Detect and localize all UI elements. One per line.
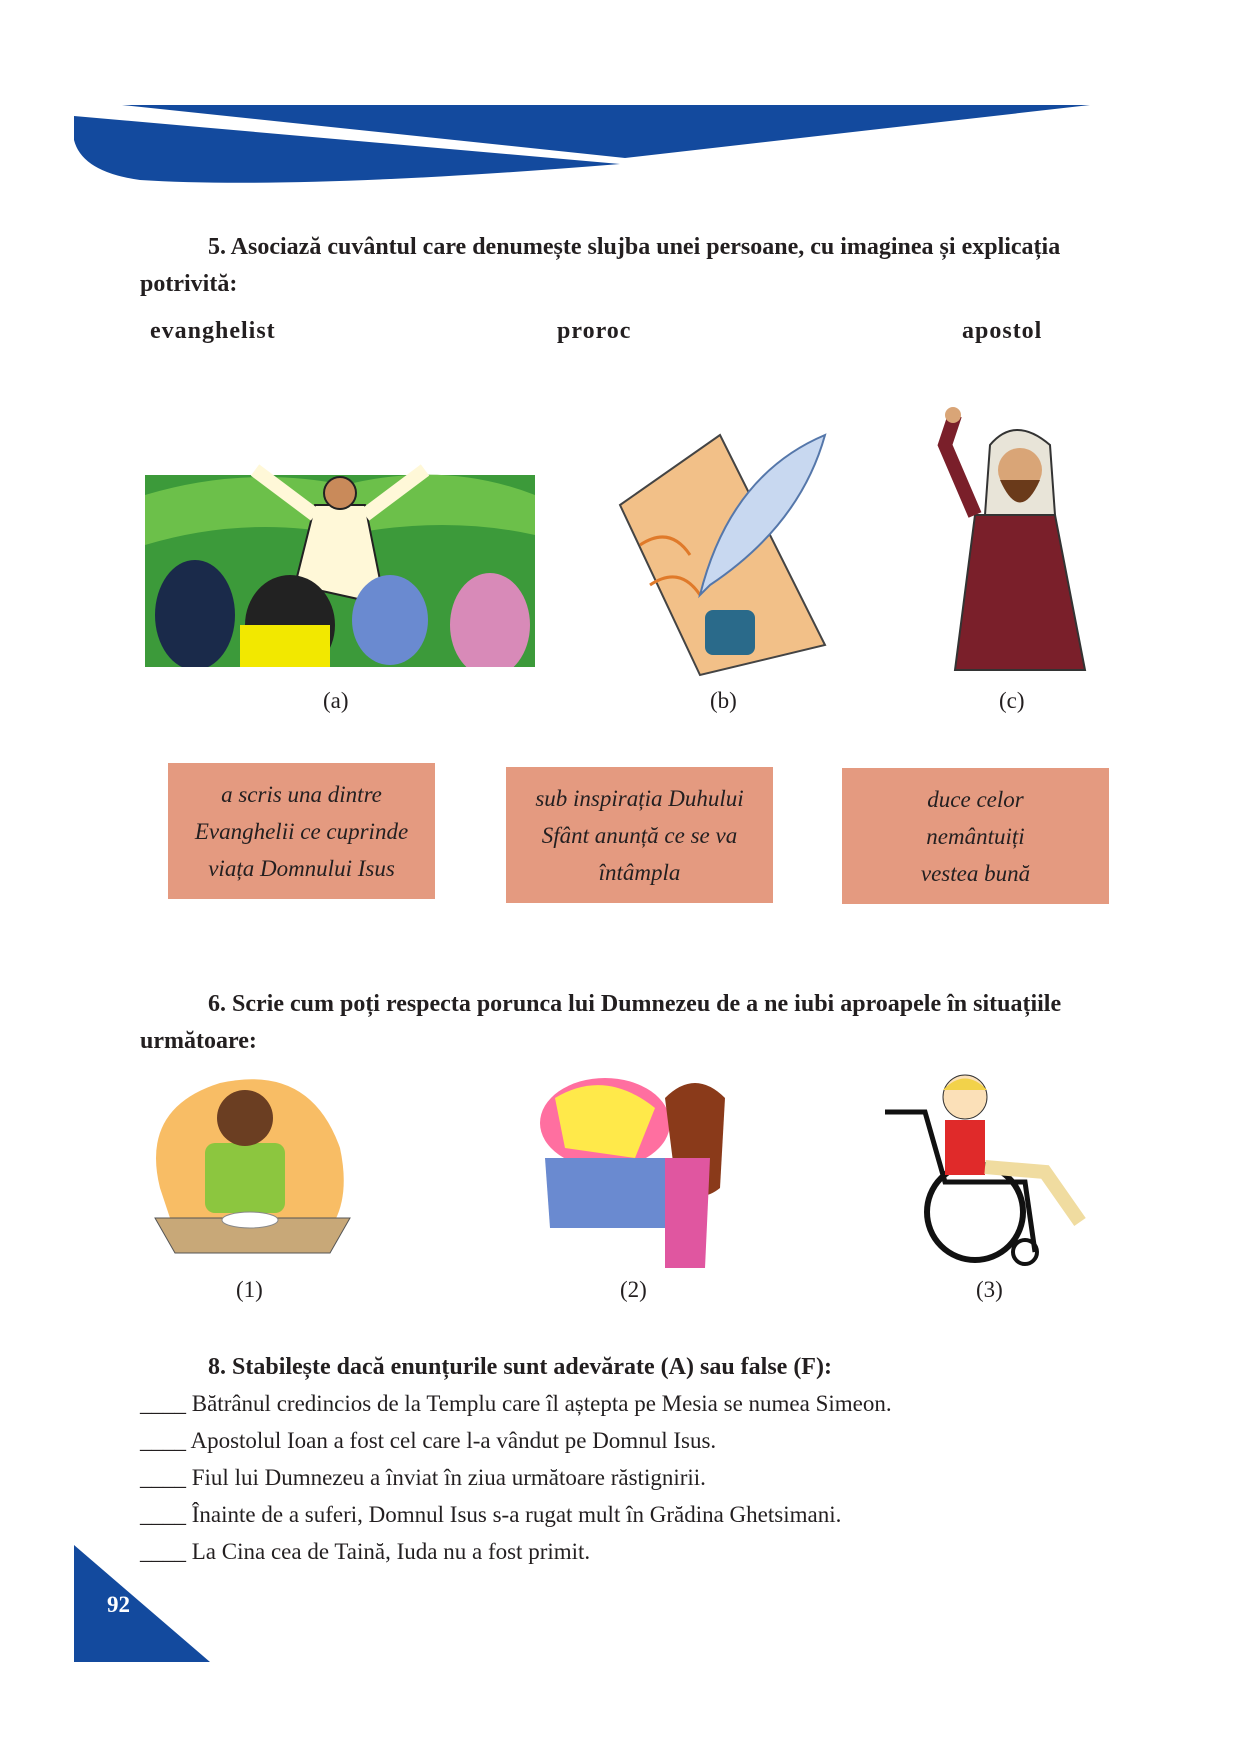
image-quill-paper [610,415,835,680]
q6-text: 6. Scrie cum poți respecta porunca lui Dumnezeu de a ne iubi aproapele în situațiile [208,991,1062,1017]
label-1: (1) [236,1277,263,1302]
statement-text: Înainte de a suferi, Domnul Isus s-a rugat mult în Grădina Ghetsimani. [191,1502,842,1527]
box-line: Evanghelii ce cuprinde [194,818,409,844]
image-hungry-child [140,1068,360,1268]
answer-blank[interactable]: ____ [140,1391,186,1416]
q6-text-cont: următoare: [140,1028,257,1054]
image-wheelchair-child [885,1072,1095,1267]
statement-2 [140,1428,716,1454]
box-line: viața Domnului Isus [208,855,395,881]
image-donating-clothes [535,1068,735,1273]
box-line: a scris una dintre [221,781,382,807]
header-banner [0,0,1240,200]
statement-text: Apostolul Ioan a fost cel care l-a vândut pe Domnul Isus. [190,1428,717,1453]
q8-title: 8. Stabilește dacă enunțurile sunt adevărate (A) sau false (F): [208,1354,832,1380]
q5-text: 5. Asociază cuvântul care denumește slujba unei persoane, cu imaginea și explicația [208,234,1061,260]
page-corner [74,1545,214,1665]
statement-3 [140,1465,706,1491]
statement-4 [140,1502,841,1528]
page-number: 92 [107,1592,130,1617]
box-line: vestea bună [920,860,1031,886]
word-evanghelist: evanghelist [150,318,276,344]
answer-blank[interactable]: ____ [140,1465,186,1490]
q5-text-cont: potrivită: [140,271,238,297]
label-a: (a) [323,688,349,713]
answer-blank[interactable]: ____ [140,1502,186,1527]
box-line: duce celor [927,786,1024,812]
label-b: (b) [710,688,737,713]
explanation-box-3 [842,768,1109,904]
statement-1 [140,1391,892,1417]
explanation-box-2 [506,767,773,903]
image-apostle-figure [935,405,1090,675]
word-apostol: apostol [962,318,1043,344]
label-3: (3) [976,1277,1003,1302]
statement-text: Fiul lui Dumnezeu a înviat în ziua următoare răstignirii. [191,1465,706,1490]
box-line: Sfânt anunță ce se va [541,822,738,848]
label-c: (c) [999,688,1025,713]
label-2: (2) [620,1277,647,1302]
explanation-box-1 [168,763,435,899]
image-preaching-crowd [145,455,535,667]
box-line: întâmpla [598,859,681,885]
answer-blank[interactable]: ____ [140,1539,186,1564]
word-proroc: proroc [557,318,632,344]
statement-text: La Cina cea de Taină, Iuda nu a fost primit. [191,1539,591,1564]
box-line: nemântuiți [926,823,1025,849]
box-line: sub inspirația Duhului [535,785,744,811]
statement-text: Bătrânul credincios de la Templu care îl aștepta pe Mesia se numea Simeon. [191,1391,892,1416]
answer-blank[interactable]: ____ [140,1428,186,1453]
